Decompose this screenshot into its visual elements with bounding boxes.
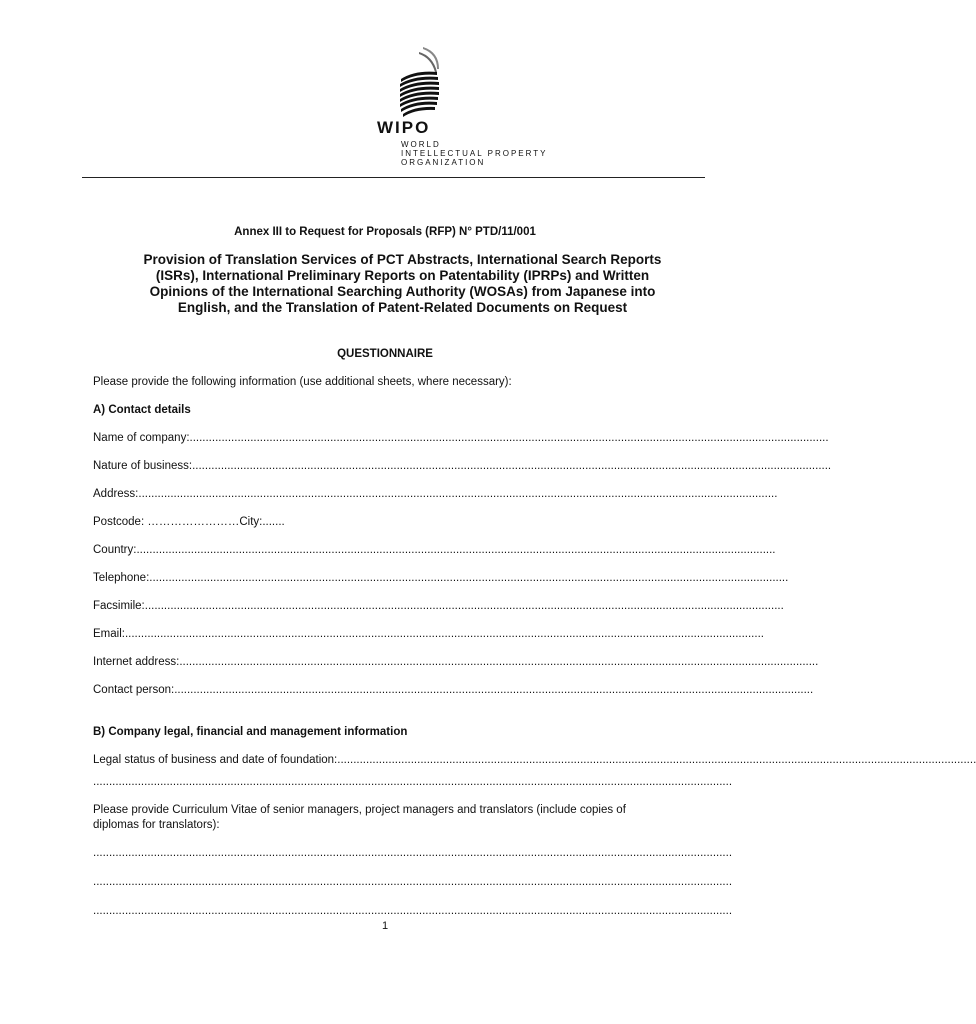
annex-heading: Annex III to Request for Proposals (RFP) N° PTD/11/001 xyxy=(234,226,536,238)
field-nature-of-business[interactable]: Nature of business:........................................................................................................................................................................................................ xyxy=(93,460,832,472)
fill-line: ........................................................................................................................................................................................................ xyxy=(337,754,976,766)
page-number: 1 xyxy=(381,920,389,932)
field-country[interactable]: Country:........................................................................................................................................................................................................ xyxy=(93,544,776,556)
fill-line: ........................................................................................................................................................................................................ xyxy=(149,572,789,584)
field-name-of-company[interactable]: Name of company:........................................................................................................................................................................................................ xyxy=(93,432,829,444)
field-cv-line-2[interactable] xyxy=(93,876,733,888)
fill-line: ........................................................................................................................................................................................................ xyxy=(192,460,832,472)
section-a-heading: A) Contact details xyxy=(93,404,191,416)
field-postcode-city[interactable]: Postcode: ……………………City:....... xyxy=(93,516,285,528)
document-title: Provision of Translation Services of PCT Abstracts, International Search Reports (ISRs), International Preliminary Reports on Patentability (IPRPs) and Written Opinions of the International Searching Authority (WOSAs) from Japanese into English, and the Translation of Patent-Related Documents on Request xyxy=(143,252,662,315)
field-contact-person[interactable]: Contact person:........................................................................................................................................................................................................ xyxy=(93,684,814,696)
intro-text: Please provide the following information (use additional sheets, where necessary): xyxy=(93,376,512,388)
fill-line: ........................................................................................................................................................................................................ xyxy=(93,876,733,888)
fill-line: ........................................................................................................................................................................................................ xyxy=(174,684,814,696)
field-address[interactable]: Address:........................................................................................................................................................................................................ xyxy=(93,488,778,500)
field-cv-line-1[interactable] xyxy=(93,847,733,859)
logo-wordmark: WIPO xyxy=(377,118,431,137)
questionnaire-heading: QUESTIONNAIRE xyxy=(337,348,433,360)
fill-line: ........................................................................................................................................................................................................ xyxy=(136,544,776,556)
field-cv-line-3[interactable] xyxy=(93,905,733,917)
logo-line-intellectual-property: INTELLECTUAL PROPERTY xyxy=(401,149,548,158)
header-divider xyxy=(82,177,705,178)
fill-line: ........................................................................................................................................................................................................ xyxy=(144,600,784,612)
logo-line-world: WORLD xyxy=(401,140,441,149)
field-telephone[interactable]: Telephone:........................................................................................................................................................................................................ xyxy=(93,572,789,584)
field-legal-status-continuation[interactable] xyxy=(93,776,733,788)
field-email[interactable]: Email:........................................................................................................................................................................................................ xyxy=(93,628,764,640)
fill-line: ........................................................................................................................................................................................................ xyxy=(93,905,733,917)
fill-line: ........................................................................................................................................................................................................ xyxy=(138,488,778,500)
fill-line: ........................................................................................................................................................................................................ xyxy=(179,656,819,668)
cv-request-text: Please provide Curriculum Vitae of senior managers, project managers and translators (include copies of diplomas for translators): xyxy=(93,804,626,831)
fill-line: ........................................................................................................................................................................................................ xyxy=(93,776,733,788)
section-b-heading: B) Company legal, financial and management information xyxy=(93,726,408,738)
field-legal-status[interactable]: Legal status of business and date of foundation:........................................................................................................................................................................................................ xyxy=(93,754,976,766)
field-internet-address[interactable]: Internet address:........................................................................................................................................................................................................ xyxy=(93,656,819,668)
logo-line-organization: ORGANIZATION xyxy=(401,158,486,167)
fill-line: ........................................................................................................................................................................................................ xyxy=(189,432,829,444)
field-facsimile[interactable]: Facsimile:........................................................................................................................................................................................................ xyxy=(93,600,784,612)
fill-line: ........................................................................................................................................................................................................ xyxy=(124,628,764,640)
fill-line: ........................................................................................................................................................................................................ xyxy=(93,847,733,859)
